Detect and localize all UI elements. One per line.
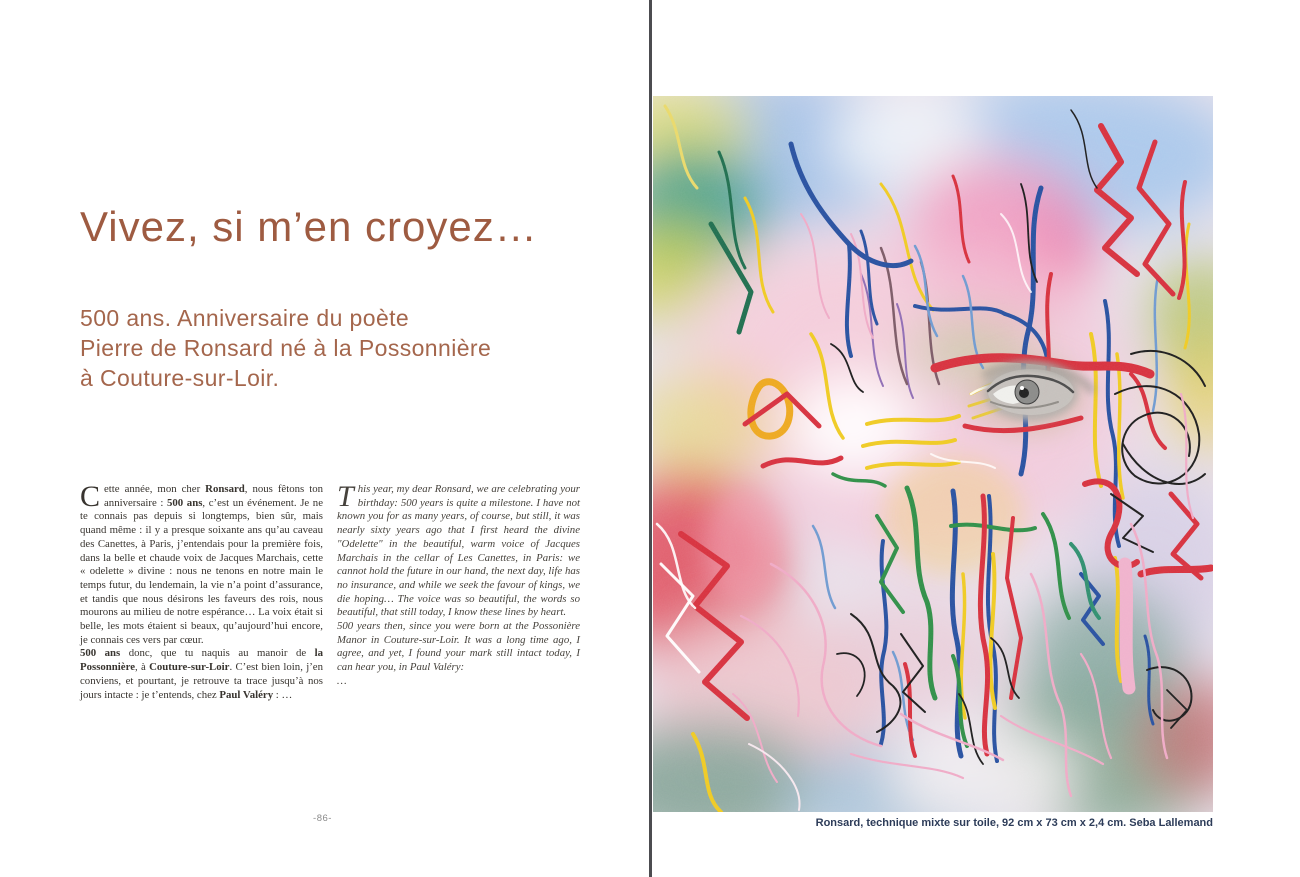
subtitle-line-3: à Couture-sur-Loir.	[80, 365, 280, 391]
page-subtitle	[80, 303, 491, 393]
dropcap-t: T	[337, 480, 354, 513]
english-paragraph-2: 500 years then, since you were born at the Possonière Manor in Couture-sur-Loir. It was a long time ago, I agree, and yet, I found your mark still intact today, I can hear you, in Paul Valéry:	[337, 620, 580, 674]
page-divider-line	[649, 0, 652, 877]
page-number: -86-	[313, 813, 332, 824]
painting-artwork	[653, 96, 1213, 812]
french-text-column	[80, 480, 324, 702]
subtitle-line-1: 500 ans. Anniversaire du poète	[80, 305, 410, 331]
painting-caption: Ronsard, technique mixte sur toile, 92 cm x 73 cm x 2,4 cm. Seba Lallemand	[815, 817, 1213, 829]
french-paragraph-1	[80, 480, 324, 647]
english-paragraph-3: …	[337, 674, 347, 687]
painting-ronsard	[653, 96, 1213, 812]
english-text-column	[337, 480, 580, 689]
english-paragraph-1	[337, 480, 580, 620]
english-paragraph-1-text: his year, my dear Ronsard, we are celebrating your birthday: 500 years is quite a milestone. I have not known you for as many years, of course, but still, it was nearly sixty years ago that I first heard the divine "Odelette" in the beautiful, warm voice of Jacques Marchais in the cellar of Les Canettes, in Paris: we cannot hold the future in our hand, the next day, life has no insurance, and while we seek the favour of kings, we die hoping… The voice was so beautiful, the words so beautiful, that still today, I know these lines by heart.	[337, 483, 580, 619]
subtitle-line-2: Pierre de Ronsard né à la Possonnière	[80, 335, 492, 361]
french-paragraph-1-text: ette année, mon cher Ronsard, nous fêtons ton anniversaire : 500 ans, c’est un événement. Je ne te connais pas depuis si longtemps, bien sûr, mais quand même : il y a presque soixante ans qu’au caveau des Canettes, à Paris, j’entendais pour la première fois, dans la belle et chaude voix de Jacques Marchais, cette « odelette » divine : nous ne tenons en notre main le temps futur, du lendemain, la vie n’a point d’assurance, et tandis que nous désirons les faveurs des rois, nous mourons au milieu de notre espérance… La voix était si belle, les mots étaient si beaux, qu’aujourd’hui encore, je connais ces vers par cœur.	[80, 483, 324, 646]
french-paragraph-2: 500 ans donc, que tu naquis au manoir de la Possonnière, à Couture-sur-Loir. C’est bien loin, j’en conviens, et pourtant, je retrouve ta trace jusqu’à nos jours intacte : je t’entends, chez Paul Valéry : …	[80, 647, 324, 701]
dropcap-c: C	[80, 480, 101, 513]
page-title: Vivez, si m’en croyez…	[80, 203, 538, 250]
